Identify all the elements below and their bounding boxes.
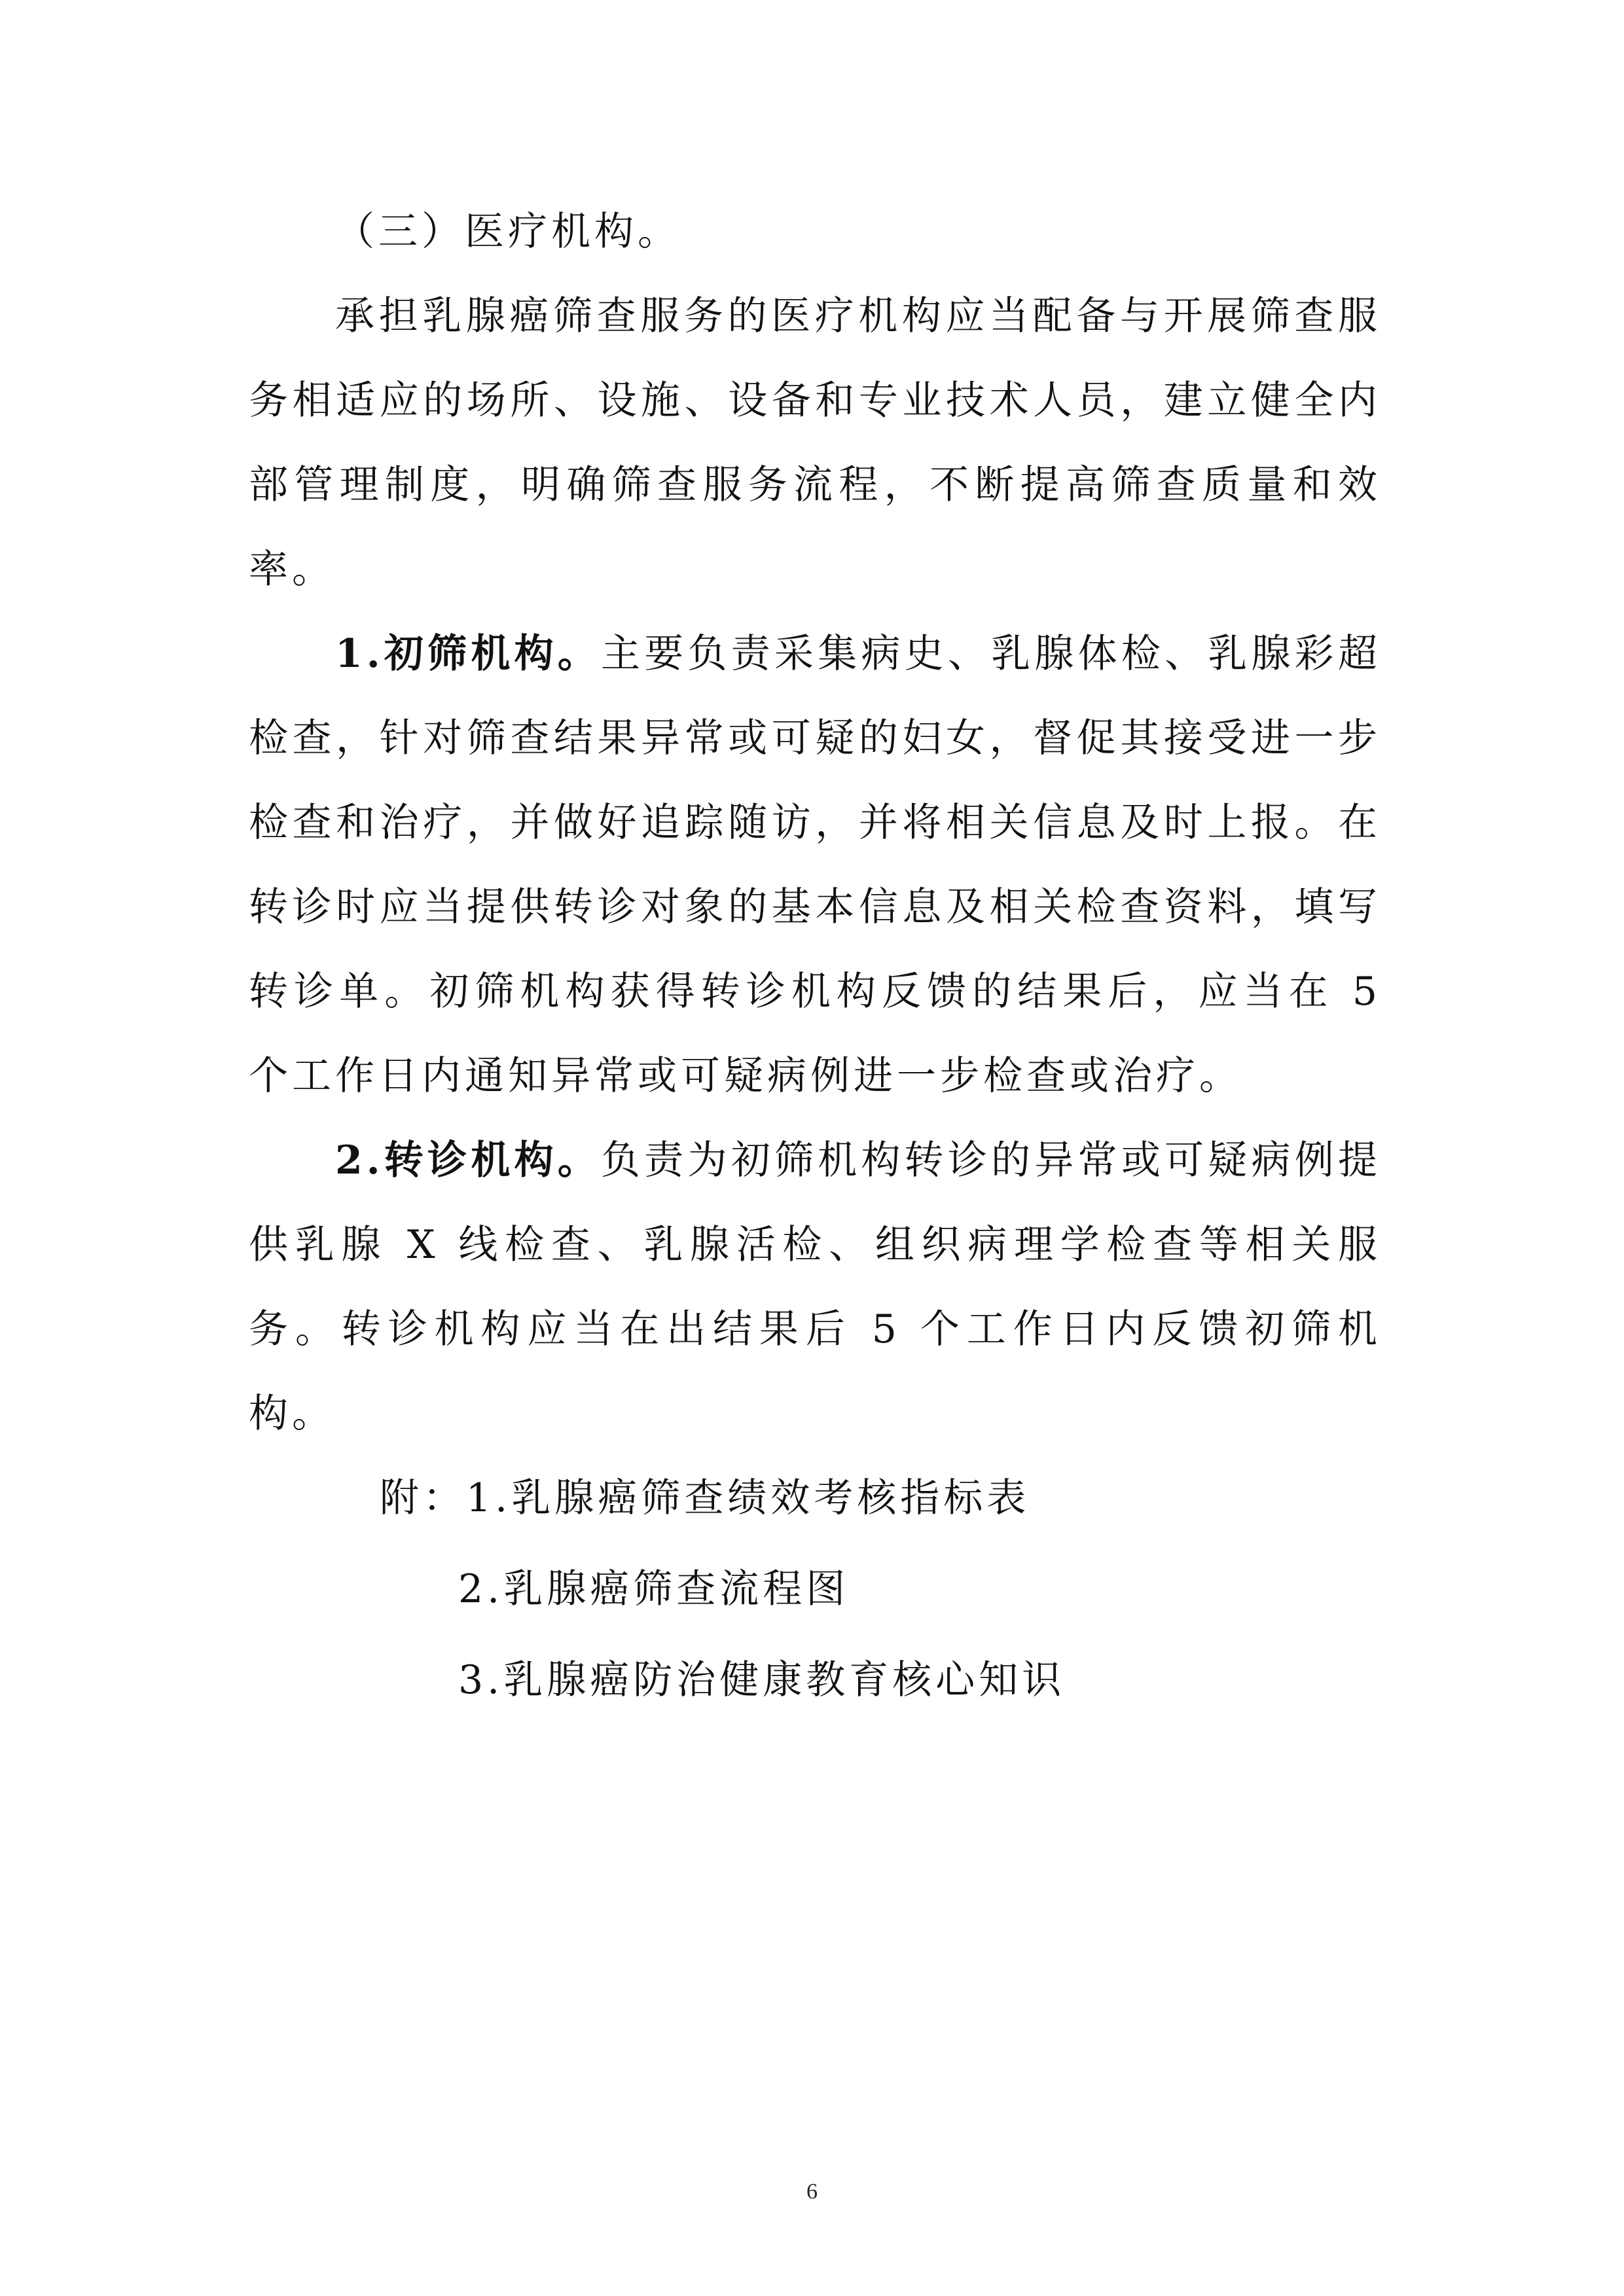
attachment-2-text: 2.乳腺癌筛查流程图 — [458, 1566, 850, 1612]
attachment-item-3 — [380, 1635, 1065, 1726]
item1-body: 主要负责采集病史、乳腺体检、乳腺彩超检查，针对筛查结果异常或可疑的妇女，督促其接受进一步检查和治疗，并做好追踪随访，并将相关信息及时上报。在转诊时应当提供转诊对象的基本信息及相关检查资料，填写转诊单。初筛机构获得转诊机构反馈的结果后，应当在 5 个工作日内通知异常或可疑病例进一步检查或治疗。 — [249, 631, 1382, 1099]
item2-body: 负责为初筛机构转诊的异常或可疑病例提供乳腺 X 线检查、乳腺活检、组织病理学检查等相关服务。转诊机构应当在出结果后 5 个工作日内反馈初筛机构。 — [249, 1138, 1382, 1437]
item1-paragraph — [249, 612, 1381, 1119]
attachment-3-text: 3.乳腺癌防治健康教育核心知识 — [458, 1657, 1066, 1703]
item1-title: 1.初筛机构。 — [335, 631, 602, 677]
item2-paragraph — [249, 1119, 1381, 1456]
item2-title: 2.转诊机构。 — [335, 1138, 602, 1183]
attachments-label: 附： — [380, 1475, 466, 1521]
intro-paragraph: 承担乳腺癌筛查服务的医疗机构应当配备与开展筛查服务相适应的场所、设施、设备和专业技术人员，建立健全内部管理制度，明确筛查服务流程，不断提高筛查质量和效率。 — [249, 293, 1381, 592]
page-number: 6 — [806, 2179, 818, 2204]
attachments-list — [380, 1453, 1065, 1726]
attachment-item-1 — [380, 1453, 1065, 1544]
main-text — [249, 190, 1381, 1456]
attachment-item-2 — [380, 1544, 1065, 1635]
attachment-1-text: 1.乳腺癌筛查绩效考核指标表 — [466, 1475, 1030, 1521]
section-heading: （三）医疗机构。 — [335, 209, 681, 255]
